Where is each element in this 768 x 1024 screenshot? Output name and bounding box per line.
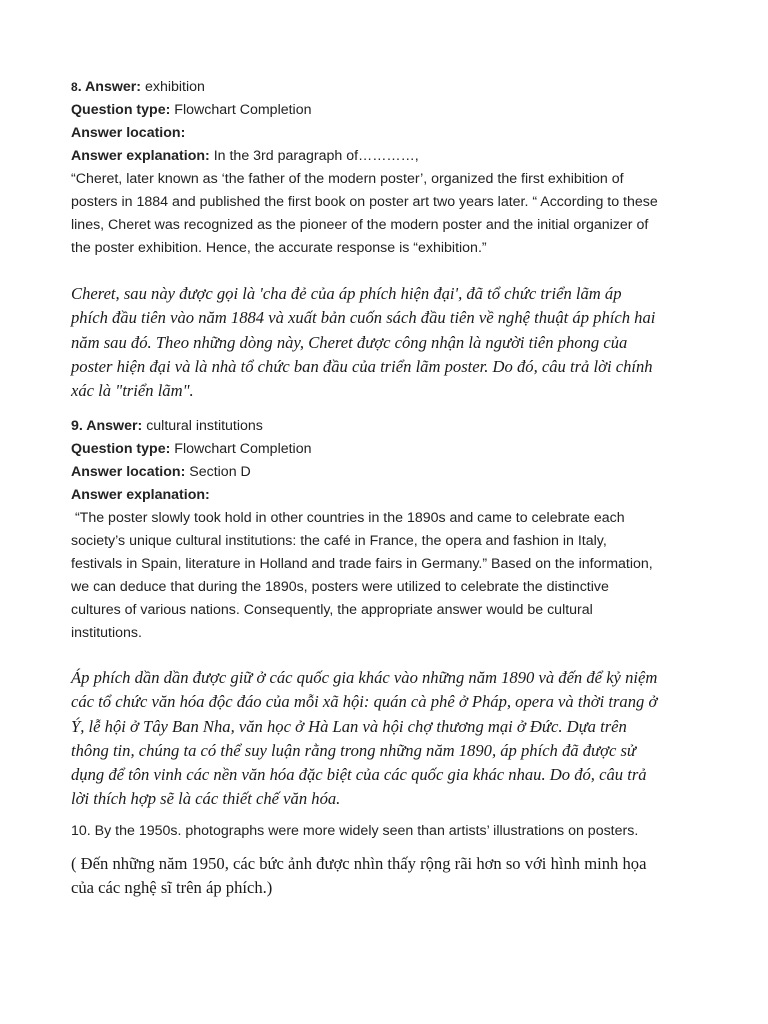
q8-number: 8 <box>71 80 78 94</box>
q9-translation <box>71 666 701 812</box>
q8-explanation-text: lines, Cheret was recognized as the pioneer of the modern poster and the initial organizer of <box>71 217 649 233</box>
q9-answer-label: 9. Answer: <box>71 418 143 434</box>
q8-explanation-text: posters in 1884 and published the first book on poster art two years later. “ According to these <box>71 194 658 210</box>
q9-explanation-label: Answer explanation: <box>71 487 210 503</box>
q9-location-line <box>71 461 701 484</box>
q9-answer-line <box>71 415 701 438</box>
q9-answer-block <box>71 415 701 645</box>
q9-type-value: Flowchart Completion <box>174 441 312 457</box>
q9-answer-value: cultural institutions <box>146 418 263 434</box>
q9-explanation-text: “The poster slowly took hold in other countries in the 1890s and came to celebrate each <box>71 510 625 526</box>
q9-location-value: Section D <box>189 464 251 480</box>
q9-translation-line: lời thích hợp sẽ là các thiết chế văn hóa. <box>71 789 341 809</box>
q8-type-value: Flowchart Completion <box>174 102 312 118</box>
q8-translation-line: Cheret, sau này được gọi là 'cha đẻ của áp phích hiện đại', đã tổ chức triển lãm áp <box>71 284 622 303</box>
q8-translation-line: năm sau đó. Theo những dòng này, Cheret được công nhận là người tiên phong của <box>71 332 628 352</box>
q9-explanation-line <box>71 484 701 507</box>
q8-translation-line: xác là "triển lãm". <box>71 381 194 401</box>
q8-explanation-intro: In the 3rd paragraph of…………, <box>213 148 419 164</box>
q9-location-label: Answer location: <box>71 464 186 480</box>
q10-statement: 10. By the 1950s. photographs were more widely seen than artists’ illustrations on posters. <box>71 823 639 839</box>
q9-translation-line: các tổ chức văn hóa độc đáo của mỗi xã hội: quán cà phê ở Pháp, opera và thời trang ở <box>71 692 658 712</box>
q9-translation-line: Áp phích dần dần được giữ ở các quốc gia khác vào những năm 1890 và đến để kỷ niệm <box>71 668 658 687</box>
q9-translation-line: Ý, lễ hội ở Tây Ban Nha, văn học ở Hà Lan và hội chợ thương mại ở Đức. Dựa trên <box>71 716 627 736</box>
q8-type-label: Question type: <box>71 102 171 118</box>
q9-translation-line: dụng để tôn vinh các nền văn hóa đặc biệt của các quốc gia khác nhau. Do đó, câu trả <box>71 765 647 785</box>
q9-explanation-text: institutions. <box>71 625 142 641</box>
q8-location-label: Answer location: <box>71 125 186 141</box>
q8-translation <box>71 282 701 403</box>
q9-type-line <box>71 438 701 461</box>
q10-translation <box>71 852 701 900</box>
q10-translation-line: ( Đến những năm 1950, các bức ảnh được nhìn thấy rộng rãi hơn so với hình minh họa <box>71 854 647 873</box>
q8-answer-label: Answer: <box>85 79 142 95</box>
q9-type-label: Question type: <box>71 441 171 457</box>
q10-statement-block <box>71 820 701 843</box>
q8-answer-line: 8. Answer: exhibition <box>71 79 205 95</box>
q9-explanation-text: festivals in Spain, literature in Holland and trade fairs in Germany.” Based on the information, <box>71 556 653 572</box>
q10-translation-line: của các nghệ sĩ trên áp phích.) <box>71 878 273 897</box>
q9-explanation-text: society’s unique cultural institutions: the café in France, the opera and fashion in Italy, <box>71 533 607 549</box>
q8-answer-block <box>71 76 701 260</box>
q8-explanation-line <box>71 145 701 168</box>
q9-explanation-text: we can deduce that during the 1890s, posters were utilized to celebrate the distinctive <box>71 579 609 595</box>
q9-translation-line: thông tin, chúng ta có thể suy luận rằng trong những năm 1890, áp phích đã được sử <box>71 740 636 760</box>
q8-explanation-text: the poster exhibition. Hence, the accurate response is “exhibition.” <box>71 240 487 256</box>
q8-type-line <box>71 99 701 122</box>
q8-translation-line: poster hiện đại và là nhà tổ chức ban đầu của triển lãm poster. Do đó, câu trả lời chính <box>71 356 653 376</box>
q8-translation-line: phích đầu tiên vào năm 1884 và xuất bản cuốn sách đầu tiên về nghệ thuật áp phích hai <box>71 308 656 328</box>
q8-answer-value: exhibition <box>144 79 205 95</box>
q8-explanation-label: Answer explanation: <box>71 148 210 164</box>
q8-explanation-text: “Cheret, later known as ‘the father of the modern poster’, organized the first exhibition of <box>71 171 624 187</box>
q8-location-line <box>71 122 701 145</box>
q9-explanation-text: cultures of various nations. Consequently, the appropriate answer would be cultural <box>71 602 593 618</box>
